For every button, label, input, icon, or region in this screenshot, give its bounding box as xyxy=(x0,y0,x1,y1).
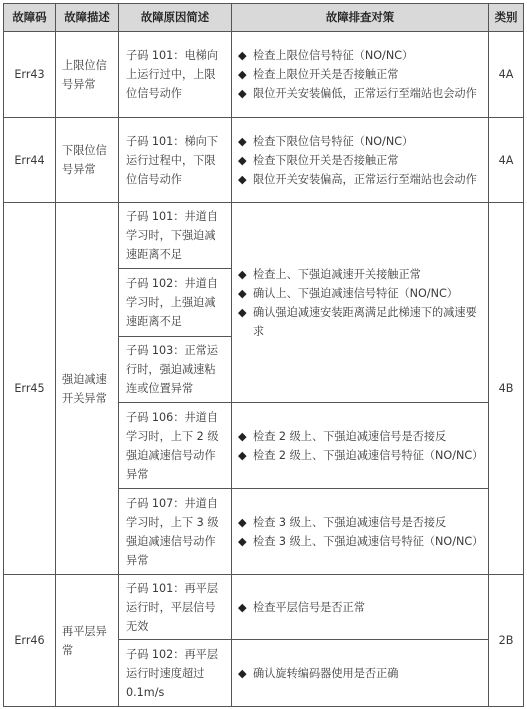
fault-cause: 子码 101：井道自学习时，下强迫减速距离不足 xyxy=(119,203,232,269)
diamond-bullet-icon: ◆ xyxy=(238,68,247,81)
measure-list xyxy=(238,265,482,341)
fault-description: 上限位信号异常 xyxy=(56,32,119,118)
troubleshooting-cell xyxy=(232,203,489,403)
measure-item xyxy=(238,151,482,170)
measure-text: 检查 3 级上、下强迫减速信号是否接反 xyxy=(253,515,447,529)
measure-item xyxy=(238,84,482,103)
fault-cause: 子码 103：正常运行时，强迫减速粘连或位置异常 xyxy=(119,337,232,403)
measure-item xyxy=(238,65,482,84)
fault-code: Err45 xyxy=(4,203,56,575)
measure-list xyxy=(238,598,482,617)
fault-cause: 子码 102：再平层运行时速度超过 0.1m/s xyxy=(119,640,232,707)
fault-description: 再平层异常 xyxy=(56,575,119,707)
fault-description: 下限位信号异常 xyxy=(56,118,119,203)
measure-item xyxy=(238,664,482,683)
fault-category: 4A xyxy=(489,32,524,118)
measure-item xyxy=(238,303,482,341)
measure-list xyxy=(238,427,482,465)
fault-code: Err46 xyxy=(4,575,56,707)
measure-text: 限位开关安装偏高，正常运行至端站也会动作 xyxy=(253,172,477,186)
diamond-bullet-icon: ◆ xyxy=(238,305,247,319)
fault-description: 强迫减速开关异常 xyxy=(56,203,119,575)
measure-text: 检查上限位开关是否接触正常 xyxy=(253,68,399,81)
measure-text: 检查下限位信号特征（NO/NC） xyxy=(253,134,414,148)
measure-text: 检查上限位信号特征（NO/NC） xyxy=(253,49,414,62)
measure-item xyxy=(238,170,482,189)
table-row xyxy=(4,118,524,203)
diamond-bullet-icon: ◆ xyxy=(238,134,247,148)
table-row xyxy=(4,203,524,269)
measure-text: 确认上、下强迫减速信号特征（NO/NC） xyxy=(253,286,458,300)
header-fault-description: 故障描述 xyxy=(56,4,119,32)
measure-item xyxy=(238,284,482,303)
measure-text: 检查下限位开关是否接触正常 xyxy=(253,153,399,167)
diamond-bullet-icon: ◆ xyxy=(238,172,247,186)
measure-text: 确认强迫减速安装距离满足此梯速下的减速要求 xyxy=(253,305,477,338)
diamond-bullet-icon: ◆ xyxy=(238,267,247,281)
fault-cause: 子码 102：井道自学习时，上强迫减速距离不足 xyxy=(119,269,232,337)
diamond-bullet-icon: ◆ xyxy=(238,666,247,680)
header-row xyxy=(4,4,524,32)
troubleshooting-cell xyxy=(232,640,489,707)
header-troubleshooting: 故障排查对策 xyxy=(232,4,489,32)
measure-list xyxy=(238,132,482,189)
measure-text: 检查 3 级上、下强迫减速信号特征（NO/NC） xyxy=(253,534,484,548)
fault-cause: 子码 106：井道自学习时，上下 2 级强迫减速信号动作异常 xyxy=(119,403,232,489)
fault-code: Err43 xyxy=(4,32,56,118)
troubleshooting-cell xyxy=(232,32,489,118)
measure-text: 检查平层信号是否正常 xyxy=(253,600,365,614)
measure-item xyxy=(238,532,482,551)
measure-list xyxy=(238,513,482,551)
diamond-bullet-icon: ◆ xyxy=(238,515,247,529)
diamond-bullet-icon: ◆ xyxy=(238,429,247,443)
header-fault-code: 故障码 xyxy=(4,4,56,32)
measure-text: 限位开关安装偏低，正常运行至端站也会动作 xyxy=(253,87,477,100)
measure-item xyxy=(238,132,482,151)
table-row xyxy=(4,575,524,640)
measure-list xyxy=(238,664,482,683)
fault-cause: 子码 101：梯向下运行过程中，下限位信号动作 xyxy=(119,118,232,203)
measure-item xyxy=(238,513,482,532)
fault-category: 2B xyxy=(489,575,524,707)
fault-code: Err44 xyxy=(4,118,56,203)
diamond-bullet-icon: ◆ xyxy=(238,153,247,167)
measure-text: 确认旋转编码器使用是否正确 xyxy=(253,666,399,680)
measure-item xyxy=(238,46,482,65)
troubleshooting-cell xyxy=(232,403,489,489)
fault-table xyxy=(3,3,524,707)
fault-cause: 子码 101：再平层运行时，平层信号无效 xyxy=(119,575,232,640)
measure-text: 检查上、下强迫减速开关接触正常 xyxy=(253,267,421,281)
measure-text: 检查 2 级上、下强迫减速信号特征（NO/NC） xyxy=(253,448,484,462)
measure-list xyxy=(238,46,482,103)
diamond-bullet-icon: ◆ xyxy=(238,286,247,300)
fault-cause: 子码 107：井道自学习时，上下 3 级强迫减速信号动作异常 xyxy=(119,489,232,575)
fault-cause: 子码 101：电梯向上运行过中，上限位信号动作 xyxy=(119,32,232,118)
fault-category: 4A xyxy=(489,118,524,203)
header-fault-cause: 故障原因简述 xyxy=(119,4,232,32)
measure-item xyxy=(238,446,482,465)
troubleshooting-cell xyxy=(232,575,489,640)
measure-text: 检查 2 级上、下强迫减速信号是否接反 xyxy=(253,429,447,443)
diamond-bullet-icon: ◆ xyxy=(238,49,247,62)
table-row xyxy=(4,32,524,118)
troubleshooting-cell xyxy=(232,489,489,575)
diamond-bullet-icon: ◆ xyxy=(238,448,247,462)
measure-item xyxy=(238,265,482,284)
measure-item xyxy=(238,427,482,446)
fault-category: 4B xyxy=(489,203,524,575)
troubleshooting-cell xyxy=(232,118,489,203)
diamond-bullet-icon: ◆ xyxy=(238,600,247,614)
measure-item xyxy=(238,598,482,617)
diamond-bullet-icon: ◆ xyxy=(238,534,247,548)
diamond-bullet-icon: ◆ xyxy=(238,87,247,100)
header-category: 类别 xyxy=(489,4,524,32)
